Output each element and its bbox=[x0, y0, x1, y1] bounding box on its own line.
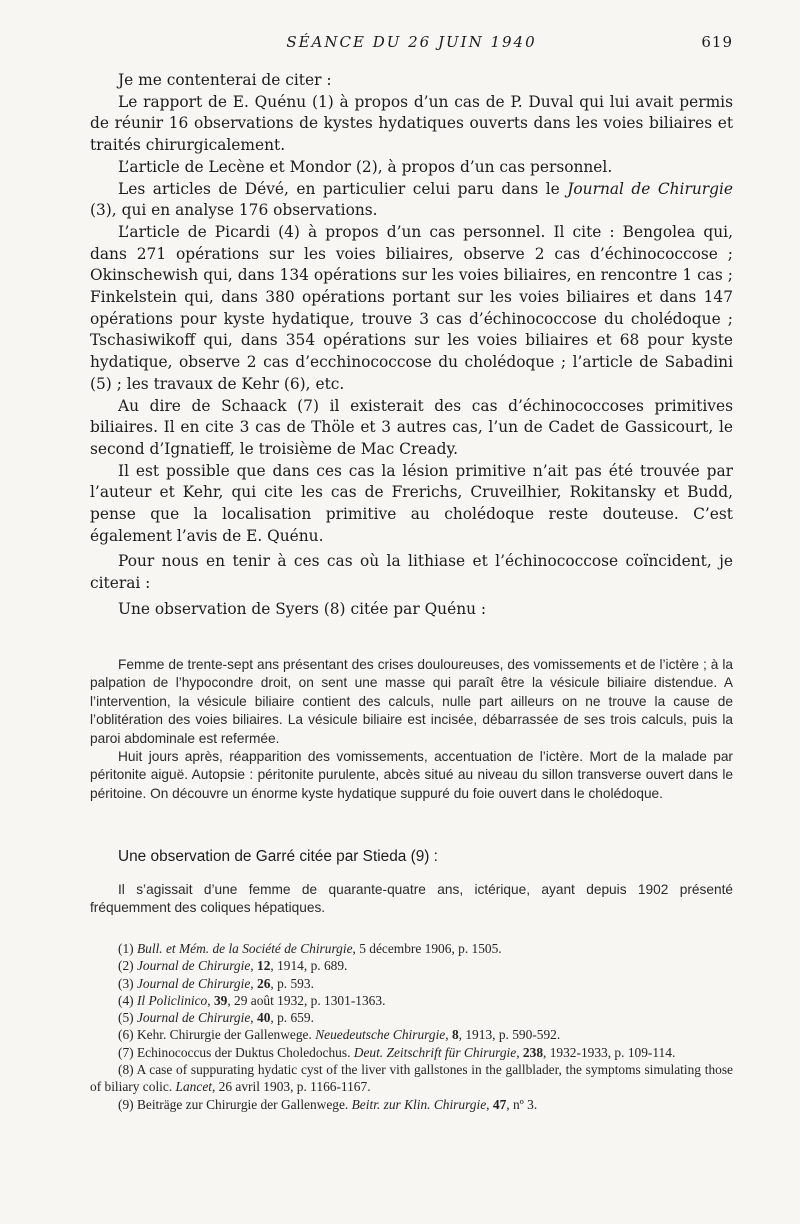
observation-garre bbox=[90, 881, 733, 918]
journal-title: Journal de Chirurgie bbox=[136, 1010, 251, 1026]
volume-number: 12 bbox=[257, 958, 271, 974]
text-run: , bbox=[250, 1010, 257, 1026]
footnotes bbox=[90, 940, 733, 1113]
text-run: (3), qui en analyse 176 observations. bbox=[90, 201, 378, 220]
paragraph: Je me contenterai de citer : bbox=[118, 71, 332, 89]
paragraph: Une observation de Syers (8) citée par Quénu : bbox=[118, 599, 487, 618]
main-text bbox=[90, 70, 733, 621]
volume-number: 40 bbox=[257, 1010, 271, 1026]
paragraph: L’article de Lecène et Mondor (2), à propos d’un cas personnel. bbox=[118, 157, 613, 176]
text-run: (5) bbox=[118, 1010, 137, 1026]
footnote-9 bbox=[90, 1096, 733, 1113]
paragraph: L’article de Picardi (4) à propos d’un cas personnel. Il cite : Bengolea qui, dans 271 opérations sur les voies biliaires, observe 2 cas d’échinococcose ; Okinschewish qui, dans 134 opérations sur les voies biliaires, en rencontre 1 cas ; Finkelstein qui, dans 380 opérations portant sur les voies biliaires et dans 147 opérations pour kyste hydatique, trouve 3 cas d’échinococcose du cholédoque ; Tschasiwikoff qui, dans 354 opérations sur les voies biliaires et 68 pour kyste hydatique, observe 2 cas d’ecchinococcose du cholédoque ; l’article de Sabadini (5) ; les travaux de Kehr (6), etc. bbox=[90, 222, 733, 393]
paragraph: Le rapport de E. Quénu (1) à propos d’un cas de P. Duval qui lui avait permis de réunir 16 observations de kystes hydatiques ouverts dans les voies biliaires et traités chirurgicalement. bbox=[90, 92, 733, 155]
footnote-3 bbox=[90, 975, 733, 992]
journal-title: Bull. et Mém. de la Société de Chirurgie bbox=[136, 941, 353, 956]
volume-number: 238 bbox=[522, 1044, 544, 1060]
running-title: SÉANCE DU 26 JUIN 1940 bbox=[286, 33, 537, 51]
text-run: , bbox=[445, 1027, 452, 1043]
footnote-1 bbox=[90, 940, 733, 957]
text-run: , bbox=[207, 992, 214, 1008]
paragraph: Au dire de Schaack (7) il existerait des cas d’échinococcoses primitives biliaires. Il en cite 3 cas de Thöle et 3 autres cas, l’un de Cadet de Gassicourt, le second d’Ignatieff, le troisième de Mac Cready. bbox=[90, 396, 733, 458]
text-run: , p. 593. bbox=[270, 975, 314, 991]
text-run: , bbox=[250, 975, 257, 991]
text-run: (6) Kehr. Chirurgie der Gallenwege. bbox=[118, 1027, 316, 1043]
text-run: , 1914, p. 689. bbox=[270, 958, 348, 974]
journal-title: Journal de Chirurgie bbox=[567, 179, 733, 198]
journal-title: Neuedeutsche Chirurgie bbox=[315, 1027, 446, 1043]
observation-syers bbox=[90, 656, 733, 803]
journal-title: Journal de Chirurgie bbox=[136, 975, 251, 991]
paragraph: Il est possible que dans ces cas la lésion primitive n’ait pas été trouvée par l’auteur et Kehr, qui cite les cas de Frerichs, Cruveilhier, Rokitansky et Budd, pense que la localisation primitive au cholédoque reste douteuse. C’est également l’avis de E. Quénu. bbox=[90, 461, 733, 545]
text-run: (7) Echinococcus der Duktus Choledochus. bbox=[118, 1044, 354, 1060]
text-run: , p. 659. bbox=[270, 1010, 314, 1026]
text-run: , bbox=[486, 1096, 493, 1112]
text-run: (8) A case of suppurating hydatic cyst of the liver vith gallstones in the gallblader, the symptoms simulating those of biliary colic. bbox=[90, 1062, 733, 1095]
footnote-6 bbox=[90, 1026, 733, 1043]
text-run: , 26 avril 1903, p. 1166-1167. bbox=[211, 1079, 371, 1095]
text-run: (3) bbox=[118, 975, 137, 991]
observation-heading: Une observation de Garré citée par Stieda (9) : bbox=[118, 848, 438, 865]
text-run: (9) Beiträge zur Chirurgie der Gallenwege. bbox=[118, 1096, 352, 1112]
volume-number: 47 bbox=[492, 1096, 507, 1112]
footnote-4 bbox=[90, 992, 733, 1009]
text-run: , bbox=[250, 958, 257, 974]
text-run: (4) bbox=[118, 992, 137, 1008]
paragraph bbox=[90, 179, 733, 222]
text-run: , 5 décembre 1906, p. 1505. bbox=[352, 941, 502, 956]
page-number: 619 bbox=[701, 33, 733, 51]
footnote-5 bbox=[90, 1009, 733, 1026]
text-run: , nº 3. bbox=[506, 1096, 538, 1112]
volume-number: 26 bbox=[257, 975, 271, 991]
paragraph: Il s’agissait d’une femme de quarante-quatre ans, ictérique, ayant depuis 1902 présenté fréquemment des coliques hépatiques. bbox=[90, 882, 733, 916]
paragraph: Pour nous en tenir à ces cas où la lithiase et l’échinococcose coïncident, je citerai : bbox=[90, 552, 733, 593]
volume-number: 39 bbox=[213, 992, 228, 1008]
text-run: Les articles de Dévé, en particulier celui paru dans le bbox=[118, 179, 568, 198]
footnote-2 bbox=[90, 957, 733, 974]
journal-title: Il Policlinico bbox=[136, 992, 208, 1008]
text-run: , bbox=[516, 1044, 523, 1060]
journal-title: Journal de Chirurgie bbox=[136, 958, 251, 974]
volume-number: 8 bbox=[451, 1027, 459, 1043]
footnote-7 bbox=[90, 1044, 733, 1061]
text-run: (1) bbox=[118, 941, 137, 956]
text-run: , 1932-1933, p. 109-114. bbox=[543, 1044, 676, 1060]
footnote-8 bbox=[90, 1061, 733, 1096]
journal-title: Beitr. zur Klin. Chirurgie bbox=[351, 1096, 487, 1112]
text-run: (2) bbox=[118, 958, 137, 974]
text-run: , 29 août 1932, p. 1301-1363. bbox=[227, 992, 386, 1008]
paragraph: Huit jours après, réapparition des vomissements, accentuation de l’ictère. Mort de la malade par péritonite aiguë. Autopsie : péritonite purulente, abcès situé au niveau du sillon transverse ouvert dans le péritoine. On découvre un énorme kyste hydatique suppuré du foie ouvert dans le cholédoque. bbox=[90, 749, 733, 801]
paragraph: Femme de trente-sept ans présentant des crises douloureuses, des vomissements et de l’ictère ; à la palpation de l’hypocondre droit, on sent une masse qui paraît être la vésicule biliaire distendue. A l’intervention, la vésicule biliaire contient des calculs, nulle part ailleurs on ne trouve la cause de l’oblitération des voies biliaires. La vésicule biliaire est incisée, débarrassée de ses trois calculs, puis la paroi abdominale est refermée. bbox=[90, 657, 733, 746]
text-run: , 1913, p. 590-592. bbox=[458, 1027, 561, 1043]
journal-title: Deut. Zeitschrift für Chirurgie bbox=[353, 1044, 517, 1060]
running-header bbox=[90, 33, 733, 57]
journal-title: Lancet bbox=[175, 1079, 212, 1095]
